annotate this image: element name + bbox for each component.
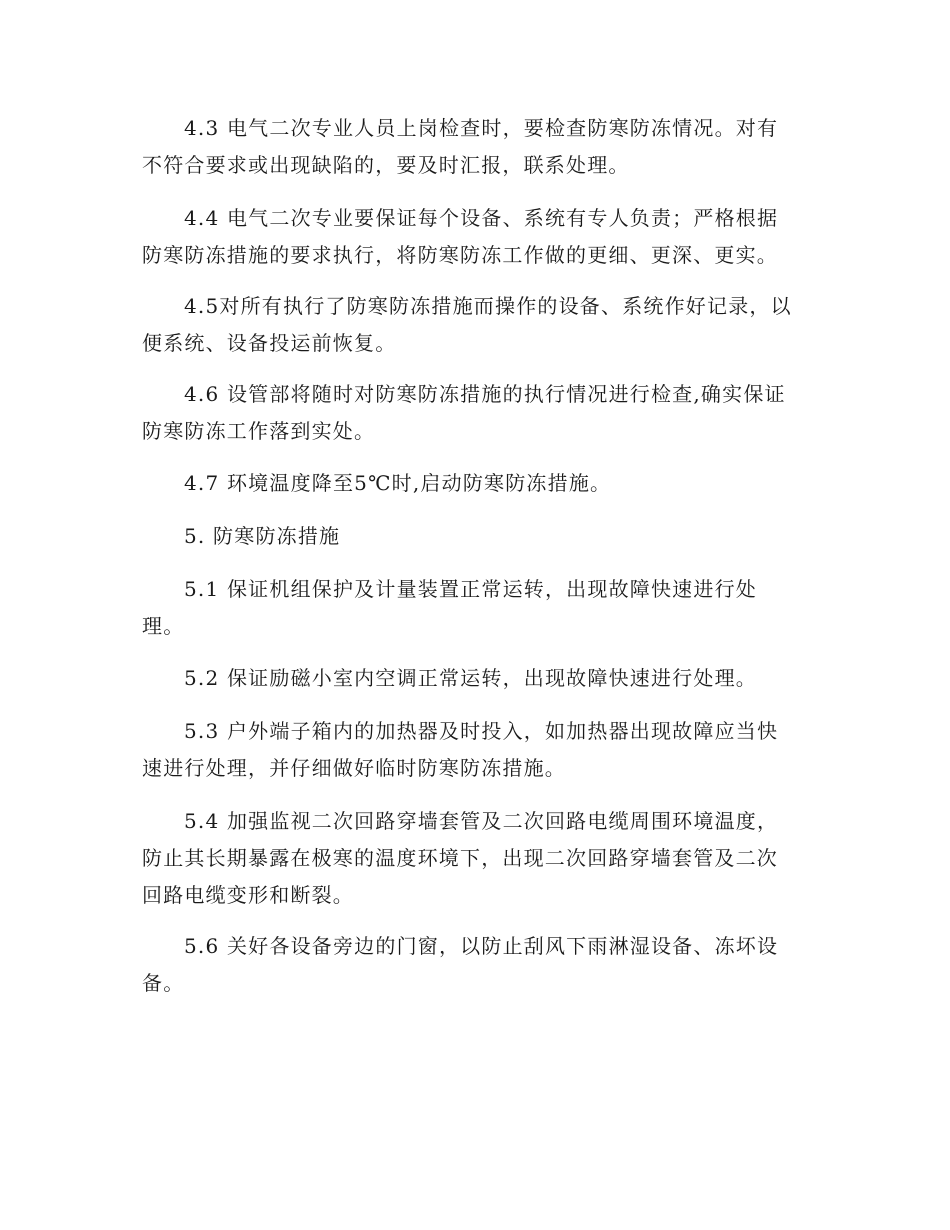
paragraph-line: 不符合要求或出现缺陷的，要及时汇报，联系处理。 <box>142 153 630 177</box>
paragraph-line: 4.3 电气二次专业人员上岗检查时，要检查防寒防冻情况。对有 <box>184 116 779 140</box>
paragraph-line: 5.3 户外端子箱内的加热器及时投入，如加热器出现故障应当快 <box>184 719 779 743</box>
paragraph-line: 理。 <box>142 614 185 638</box>
paragraph-5-4 <box>142 803 822 914</box>
paragraph-line: 防寒防冻措施的要求执行，将防寒防冻工作做的更细、更深、更实。 <box>142 243 778 267</box>
paragraph-line: 4.4 电气二次专业要保证每个设备、系统有专人负责；严格根据 <box>184 206 779 230</box>
paragraph-line: 4.6 设管部将随时对防寒防冻措施的执行情况进行检查,确实保证 <box>184 382 786 406</box>
paragraph-5-1 <box>142 571 822 645</box>
paragraph-5-6 <box>142 928 822 1002</box>
paragraph-line: 防寒防冻工作落到实处。 <box>142 419 376 443</box>
paragraph-4-3 <box>142 110 822 184</box>
paragraph-4-6 <box>142 376 822 450</box>
section-heading-5 <box>142 518 822 555</box>
paragraph-line: 5.6 关好各设备旁边的门窗，以防止刮风下雨淋湿设备、冻坏设 <box>184 934 779 958</box>
paragraph-5-3 <box>142 713 822 787</box>
paragraph-line: 防止其长期暴露在极寒的温度环境下，出现二次回路穿墙套管及二次 <box>142 846 778 870</box>
paragraph-line: 4.5对所有执行了防寒防冻措施而操作的设备、系统作好记录，以 <box>184 294 792 318</box>
paragraph-line: 速进行处理，并仔细做好临时防寒防冻措施。 <box>142 756 566 780</box>
paragraph-4-4 <box>142 200 822 274</box>
paragraph-line: 便系统、设备投运前恢复。 <box>142 331 397 355</box>
paragraph-line: 回路电缆变形和断裂。 <box>142 883 354 907</box>
paragraph-4-5 <box>142 288 822 362</box>
paragraph-line: 5.1 保证机组保护及计量装置正常运转，出现故障快速进行处 <box>184 577 757 601</box>
section-heading: 5. 防寒防冻措施 <box>184 524 341 548</box>
paragraph-line: 5.2 保证励磁小室内空调正常运转，出现故障快速进行处理。 <box>184 666 757 690</box>
paragraph-5-2 <box>142 660 822 697</box>
paragraph-line: 备。 <box>142 971 185 995</box>
paragraph-line: 5.4 加强监视二次回路穿墙套管及二次回路电缆周围环境温度， <box>184 809 779 833</box>
paragraph-line: 4.7 环境温度降至5℃时,启动防寒防冻措施。 <box>184 471 612 495</box>
paragraph-4-7 <box>142 465 822 502</box>
